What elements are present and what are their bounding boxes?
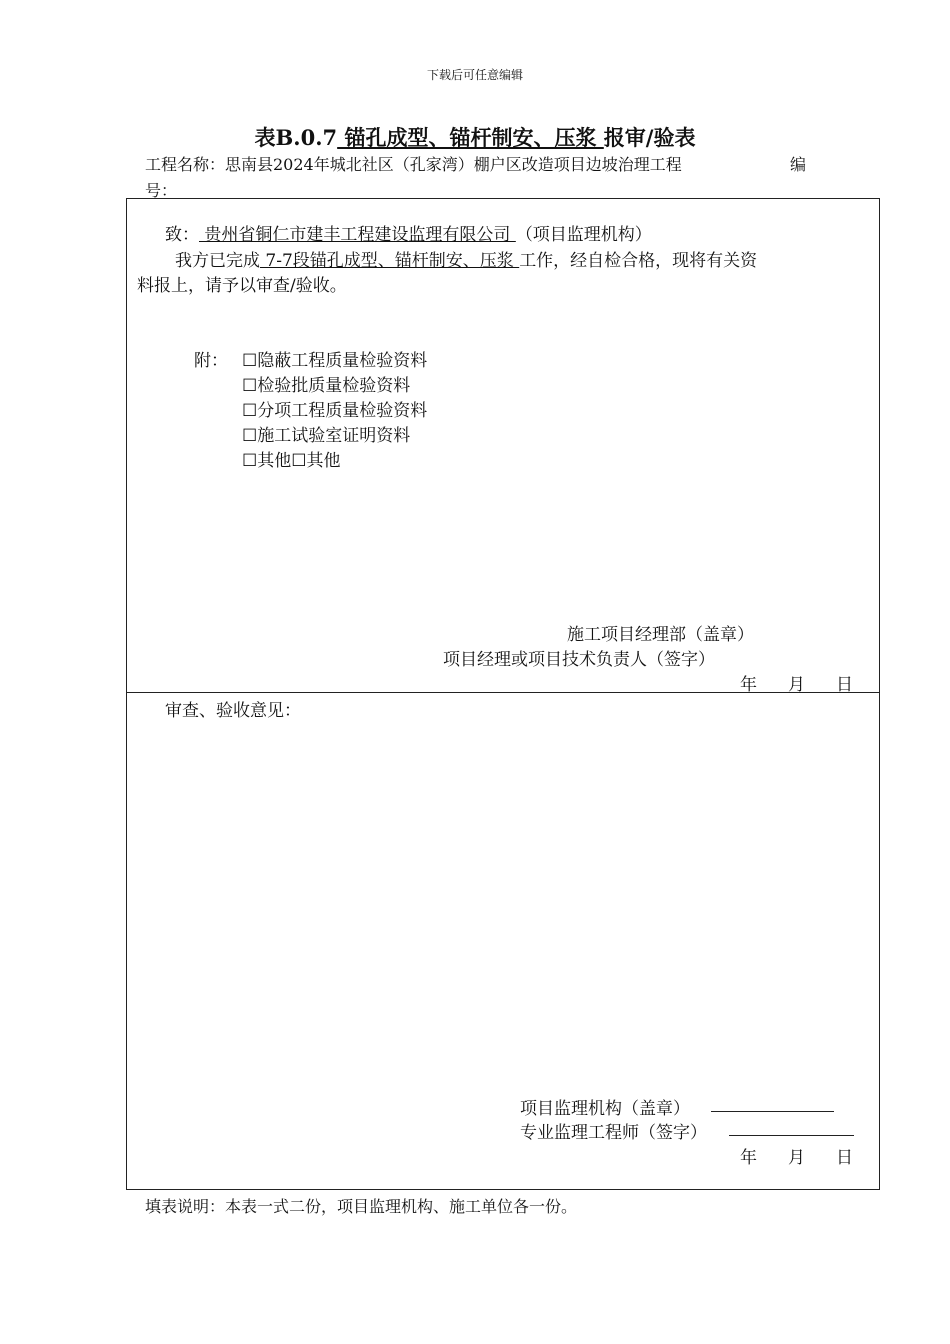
attachments-label: 附： <box>194 351 228 371</box>
body-suffix: 工作，经自检合格，现将有关资 <box>519 251 758 271</box>
body-prefix: 我方已完成 <box>175 251 260 271</box>
number-label-bottom: 号： <box>145 181 178 200</box>
number-label-top: 编 <box>790 155 807 174</box>
title-suffix: 报审/验表 <box>603 125 696 150</box>
engineer-signature-line[interactable] <box>729 1135 854 1136</box>
review-opinion-label: 审查、验收意见： <box>165 701 301 721</box>
date-day: 日 <box>836 675 853 695</box>
contractor-signature-label: 项目经理或项目技术负责人（签字） <box>443 650 715 670</box>
attachment-item[interactable]: ☐分项工程质量检验资料 <box>242 401 428 421</box>
download-note: 下载后可任意编辑 <box>426 68 523 82</box>
addressee-suffix: （项目监理机构） <box>515 225 652 245</box>
body-line-2: 料报上，请予以审查/验收。 <box>137 276 347 296</box>
body-line-1 <box>175 246 757 271</box>
contractor-stamp-label: 施工项目经理部（盖章） <box>567 625 754 645</box>
date-year: 年 <box>740 675 757 695</box>
attachment-item[interactable]: ☐隐蔽工程质量检验资料 <box>242 351 428 371</box>
date-day: 日 <box>836 1148 853 1168</box>
submission-section <box>126 198 880 693</box>
date-month: 月 <box>788 1148 805 1168</box>
addressee-line <box>165 220 652 245</box>
addressee-label: 致： <box>165 225 199 245</box>
form-title <box>0 122 950 152</box>
attachment-item[interactable]: ☐检验批质量检验资料 <box>242 376 411 396</box>
date-month: 月 <box>788 675 805 695</box>
attachment-item[interactable]: ☐其他☐其他 <box>242 451 341 471</box>
title-subject: 锚孔成型、锚杆制安、压浆 <box>337 125 604 150</box>
engineer-signature-label: 专业监理工程师（签字） <box>520 1123 707 1143</box>
project-name: 工程名称：思南县2024年城北社区（孔家湾）棚户区改造项目边坡治理工程 <box>145 155 682 174</box>
supervisor-stamp-line[interactable] <box>711 1111 834 1112</box>
addressee-org: 贵州省铜仁市建丰工程建设监理有限公司 <box>199 225 516 245</box>
title-prefix: 表B.0.7 <box>254 125 338 150</box>
supervisor-stamp-label: 项目监理机构（盖章） <box>520 1099 690 1119</box>
review-section <box>126 691 880 1190</box>
form-instructions: 填表说明：本表一式二份，项目监理机构、施工单位各一份。 <box>145 1197 578 1216</box>
date-year: 年 <box>740 1148 757 1168</box>
body-work: 7-7段锚孔成型、锚杆制安、压浆 <box>260 251 520 271</box>
attachment-item[interactable]: ☐施工试验室证明资料 <box>242 426 411 446</box>
